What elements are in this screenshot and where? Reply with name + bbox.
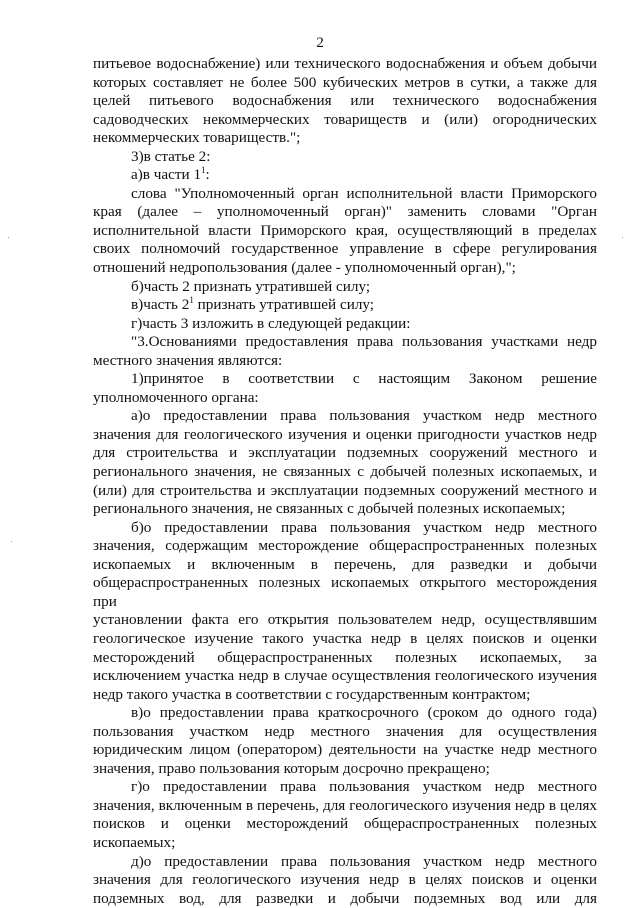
text-line: значения, право пользования которым досрочно прекращено; <box>93 759 490 777</box>
text-line: значения, включенным в перечень, для геологического изучения недр в целях <box>93 796 597 814</box>
text-line: "3.Основаниями предоставления права пользования участками недр <box>131 333 597 351</box>
text-line: 3)в статье 2: <box>131 147 211 165</box>
text-line: значения для геологического изучения недр в целях поисков и оценки <box>93 871 597 889</box>
text-line: г)часть 3 изложить в следующей редакции: <box>131 314 411 332</box>
text-line: подземных вод, для разведки и добычи подземных вод или для <box>93 889 597 907</box>
text-line: регионального значения, не связанных с добычей полезных ископаемых, и <box>93 463 597 481</box>
text-line: в)о предоставлении права краткосрочного (сроком до одного года) <box>131 704 597 722</box>
text-line: для строительства и эксплуатации подземных сооружений местного и <box>93 444 597 462</box>
text-line: уполномоченного органа: <box>93 388 259 406</box>
text-line: пользования участком недр местного значения для осуществления <box>93 722 597 740</box>
text-line: своих полномочий государственное управление в сфере регулирования <box>93 240 597 258</box>
text-line: а)о предоставлении права пользования участком недр местного <box>131 407 597 425</box>
text-line: месторождений общераспространенных полезных ископаемых, за <box>93 648 597 666</box>
text-line <box>93 296 597 315</box>
superscript: 1 <box>201 165 206 176</box>
text-line: садоводческих некоммерческих товариществ и (или) огороднических <box>93 110 597 128</box>
scan-speck <box>11 541 12 542</box>
text-line: слова "Уполномоченный орган исполнительной власти Приморского <box>131 184 597 202</box>
text-fragment: а)в части 1 <box>131 166 202 184</box>
text-line: геологическое изучение такого участка недр в целях поисков и оценки <box>93 629 597 647</box>
superscript: 1 <box>189 295 194 306</box>
text-line: д)о предоставлении права пользования участком недр местного <box>131 852 597 870</box>
text-line: установлении факта его открытия пользователем недр, осуществлявшим <box>93 611 597 629</box>
text-line: г)о предоставлении права пользования участком недр местного <box>131 778 597 796</box>
text-line: регионального значения, не связанных с добычей полезных ископаемых; <box>93 500 566 518</box>
text-line: целей питьевого водоснабжения или технического водоснабжения <box>93 92 597 110</box>
text-line: исключением участка недр в случае осуществления геологического изучения <box>93 667 597 685</box>
text-fragment: признать утратившей силу; <box>193 296 375 314</box>
text-line: юридическим лицом (оператором) деятельности на участке недр местного <box>93 741 597 759</box>
document-body <box>93 55 597 908</box>
text-line <box>93 166 597 185</box>
scan-speck <box>8 237 9 238</box>
text-line: недр такого участка в соответствии с государственным контрактом; <box>93 685 531 703</box>
text-line: отношений недропользования (далее - уполномоченный орган),"; <box>93 259 516 277</box>
text-line: б)часть 2 признать утратившей силу; <box>131 277 371 295</box>
text-line: поисков и оценки месторождений общераспространенных полезных <box>93 815 597 833</box>
text-line: некоммерческих товариществ."; <box>93 129 301 147</box>
text-line: (или) для строительства и эксплуатации подземных сооружений местного и <box>93 481 597 499</box>
text-line: б)о предоставлении права пользования участком недр местного <box>131 518 597 536</box>
page-number: 2 <box>316 34 324 51</box>
text-fragment: в)часть 2 <box>131 296 190 314</box>
text-line: ископаемых; <box>93 833 176 851</box>
text-line: общераспространенных полезных ископаемых открытого месторождения при <box>93 574 597 610</box>
text-line: ископаемых и включенным в перечень, для разведки и добычи <box>93 555 597 573</box>
text-line: края (далее – уполномоченный орган)" заменить словами "Орган <box>93 203 597 221</box>
text-line: местного значения являются: <box>93 351 283 369</box>
text-line: 1)принятое в соответствии с настоящим Законом решение <box>131 370 597 388</box>
text-line: значения, содержащим месторождение общераспространенных полезных <box>93 537 597 555</box>
text-line: которых составляет не более 500 кубических метров в сутки, а также для <box>93 73 597 91</box>
text-line: питьевое водоснабжение) или технического водоснабжения и объем добычи <box>93 55 597 72</box>
scan-speck <box>622 237 623 238</box>
text-line: исполнительной власти Приморского края, осуществляющий в пределах <box>93 221 597 239</box>
text-fragment: : <box>205 166 210 184</box>
text-line: значения для геологического изучения и оценки пригодности участков недр <box>93 425 597 443</box>
